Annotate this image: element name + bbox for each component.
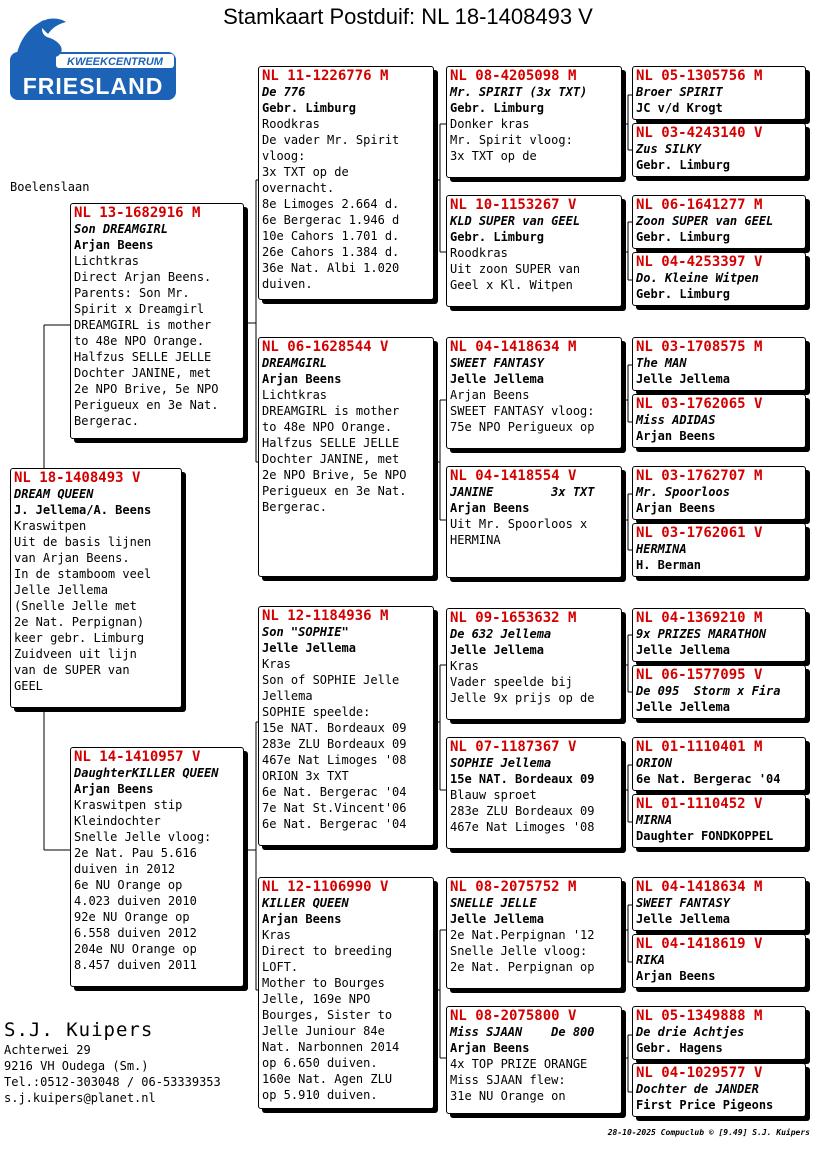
breeder-name: Jelle Jellema	[450, 912, 544, 926]
ring-number: NL 08-2075800 V	[450, 1008, 577, 1024]
pigeon-card-g2[interactable]	[632, 123, 806, 177]
pigeon-card-g1[interactable]	[632, 66, 806, 120]
pigeon-card-fff[interactable]	[446, 66, 622, 178]
info-line: 2e Nat. Perpignan op	[450, 960, 595, 974]
info-line: 6e Bergerac 1.946 d	[262, 213, 400, 227]
pigeon-name: MIRNA	[636, 813, 673, 827]
pigeon-card-mmf[interactable]	[446, 877, 622, 989]
info-line: DREAMGIRL is mother	[74, 318, 212, 332]
ring-number: NL 03-1762061 V	[636, 525, 763, 541]
breeder-name: Arjan Beens	[450, 501, 530, 515]
pigeon-card-g11[interactable]	[632, 737, 806, 791]
ring-number: NL 03-1762707 M	[636, 468, 763, 484]
ring-number: NL 08-2075752 M	[450, 879, 577, 895]
pigeon-card-mff[interactable]	[446, 608, 622, 720]
ring-number: NL 11-1226776 M	[262, 68, 389, 84]
pigeon-card-mmm[interactable]	[446, 1006, 622, 1114]
pigeon-name: ORION	[636, 756, 673, 770]
breeder-name: Jelle Jellema	[450, 643, 544, 657]
breeder-name: JC v/d Krogt	[636, 101, 723, 115]
info-line: 31e NU Orange on	[450, 1089, 566, 1103]
pigeon-name: HERMINA	[636, 542, 687, 556]
logo-top-text: KWEEKCENTRUM	[67, 56, 163, 68]
breeder-name: First Price Pigeons	[636, 1098, 774, 1112]
pigeon-name: Mr. Spoorloos	[636, 485, 730, 499]
info-line: GEEL	[14, 679, 43, 693]
info-line: Kraswitpen	[14, 519, 87, 533]
pigeon-name: DREAMGIRL	[262, 356, 328, 370]
info-line: 283e ZLU Bordeaux 09	[450, 804, 595, 818]
pigeon-card-fmf[interactable]	[446, 337, 622, 449]
pigeon-name: SWEET FANTASY	[636, 896, 730, 910]
info-line: keer gebr. Limburg	[14, 631, 145, 645]
info-line: Son of SOPHIE Jelle	[262, 673, 400, 687]
info-line: Mr. Spirit vloog:	[450, 133, 573, 147]
info-line: Bergerac.	[262, 500, 328, 514]
info-line: Vader speelde bij	[450, 675, 573, 689]
page-title: Stamkaart Postduif: NL 18-1408493 V	[223, 4, 593, 29]
info-line: In de stamboom veel	[14, 567, 152, 581]
info-line: Nat. Narbonnen 2014	[262, 1040, 400, 1054]
breeder-city: 9216 VH Oudega (Sm.)	[4, 1059, 149, 1073]
info-line: Jelle 9x prijs op de	[450, 691, 595, 705]
ring-number: NL 03-1708575 M	[636, 339, 763, 355]
ring-number: NL 03-1762065 V	[636, 396, 763, 412]
info-line: 2e Nat. Pau 5.616	[74, 846, 197, 860]
pigeon-card-g10[interactable]	[632, 665, 806, 719]
pigeon-name: Mr. SPIRIT (3x TXT)	[450, 85, 588, 99]
pigeon-name: SOPHIE Jellema	[450, 756, 552, 770]
breeder-name: Gebr. Limburg	[450, 230, 544, 244]
ring-number: NL 04-1369210 M	[636, 610, 763, 626]
breeder-address: Achterwei 29	[4, 1043, 91, 1057]
info-line: 4x TOP PRIZE ORANGE	[450, 1057, 588, 1071]
breeder-name: Arjan Beens	[636, 429, 716, 443]
pigeon-card-sire-dam[interactable]	[258, 337, 434, 577]
ring-number: NL 04-1418619 V	[636, 936, 763, 952]
breeder-name: Arjan Beens	[262, 372, 342, 386]
pigeon-card-subject[interactable]	[10, 468, 182, 708]
info-line: Parents: Son Mr.	[74, 286, 190, 300]
breeder-name: Jelle Jellema	[450, 372, 544, 386]
info-line: Kras	[262, 657, 291, 671]
breeder-name: Gebr. Limburg	[636, 230, 730, 244]
breeder-name: Gebr. Limburg	[636, 287, 730, 301]
ring-number: NL 10-1153267 V	[450, 197, 577, 213]
info-line: 2e NPO Brive, 5e NPO	[262, 468, 407, 482]
info-line: Dochter JANINE, met	[262, 452, 400, 466]
ring-number: NL 12-1184936 M	[262, 608, 389, 624]
info-line: 36e Nat. Albi 1.020	[262, 261, 400, 275]
pigeon-card-g7[interactable]	[632, 466, 806, 520]
info-line: van Arjan Beens.	[14, 551, 130, 565]
breeder-name: J. Jellema/A. Beens	[14, 503, 152, 517]
info-line: 4.023 duiven 2010	[74, 894, 197, 908]
info-line: duiven in 2012	[74, 862, 176, 876]
ring-number: NL 01-1110452 V	[636, 796, 763, 812]
ring-number: NL 03-4243140 V	[636, 125, 763, 141]
ring-number: NL 13-1682916 M	[74, 205, 201, 221]
pigeon-card-g5[interactable]	[632, 337, 806, 391]
footer-credit: 28-10-2025 Compuclub © [9.49] S.J. Kuipers	[607, 1128, 810, 1137]
info-line: 467e Nat Limoges '08	[450, 820, 595, 834]
info-line: HERMINA	[450, 533, 501, 547]
info-line: SOPHIE speelde:	[262, 705, 371, 719]
info-line: Bergerac.	[74, 414, 140, 428]
pigeon-name: De drie Achtjes	[636, 1025, 745, 1039]
info-line: Kras	[262, 928, 291, 942]
breeder-name: Jelle Jellema	[262, 641, 356, 655]
pigeon-card-g6[interactable]	[632, 394, 806, 448]
ring-number: NL 05-1305756 M	[636, 68, 763, 84]
pigeon-card-mfm[interactable]	[446, 737, 622, 849]
info-line: Jellema	[262, 689, 313, 703]
ring-number: NL 12-1106990 V	[262, 879, 389, 895]
ring-number: NL 04-4253397 V	[636, 254, 763, 270]
info-line: Roodkras	[450, 246, 508, 260]
info-line: Miss SJAAN flew:	[450, 1073, 566, 1087]
ring-number: NL 08-4205098 M	[450, 68, 577, 84]
pigeon-name: Miss ADIDAS	[636, 413, 716, 427]
info-line: Jelle Jellema	[14, 583, 108, 597]
ring-number: NL 04-1418634 M	[450, 339, 577, 355]
info-line: overnacht.	[262, 181, 335, 195]
pigeon-card-sire[interactable]	[70, 203, 244, 439]
breeder-contact-name: S.J. Kuipers	[4, 1019, 154, 1041]
info-line: Uit de basis lijnen	[14, 535, 152, 549]
info-line: Kras	[450, 659, 479, 673]
pigeon-name: KLD SUPER van GEEL	[450, 214, 581, 228]
info-line: 2e Nat.Perpignan '12	[450, 928, 595, 942]
breeder-name: H. Berman	[636, 558, 702, 572]
pigeon-name: Zus SILKY	[636, 142, 702, 156]
ring-number: NL 18-1408493 V	[14, 470, 141, 486]
info-line: Blauw sproet	[450, 788, 537, 802]
info-line: to 48e NPO Orange.	[74, 334, 205, 348]
info-line: 7e Nat St.Vincent'06	[262, 801, 407, 815]
info-line: Halfzus SELLE JELLE	[74, 350, 212, 364]
pigeon-name: Son DREAMGIRL	[74, 222, 168, 236]
info-line: 3x TXT op de	[262, 165, 349, 179]
breeder-name: Gebr. Hagens	[636, 1041, 723, 1055]
info-line: vloog:	[262, 149, 306, 163]
info-line: Snelle Jelle vloog:	[74, 830, 212, 844]
breeder-name: Jelle Jellema	[636, 643, 730, 657]
info-line: 15e NAT. Bordeaux 09	[262, 721, 407, 735]
info-line: ORION 3x TXT	[262, 769, 349, 783]
info-line: op 6.650 duiven.	[262, 1056, 378, 1070]
info-line: Spirit x Dreamgirl	[74, 302, 205, 316]
info-line: Jelle, 169e NPO	[262, 992, 371, 1006]
breeder-contact	[4, 1018, 221, 1106]
info-line: Donker kras	[450, 117, 530, 131]
ring-number: NL 06-1628544 V	[262, 339, 389, 355]
info-line: Perigueux en 3e Nat.	[262, 484, 407, 498]
pigeon-name: DaughterKILLER QUEEN	[74, 766, 219, 780]
info-line: LOFT.	[262, 960, 299, 974]
breeder-name: 15e NAT. Bordeaux 09	[450, 772, 595, 786]
info-line: duiven.	[262, 277, 313, 291]
ring-number: NL 01-1110401 M	[636, 739, 763, 755]
breeder-name: Jelle Jellema	[636, 372, 730, 386]
info-line: op 5.910 duiven.	[262, 1088, 378, 1102]
ring-number: NL 04-1418554 V	[450, 468, 577, 484]
info-line: De vader Mr. Spirit	[262, 133, 400, 147]
info-line: Uit Mr. Spoorloos x	[450, 517, 588, 531]
pigeon-name: SWEET FANTASY	[450, 356, 544, 370]
pigeon-name: Broer SPIRIT	[636, 85, 723, 99]
pigeon-name: De 095 Storm x Fira	[636, 684, 781, 698]
info-line: 8.457 duiven 2011	[74, 958, 197, 972]
info-line: Mother to Bourges	[262, 976, 385, 990]
info-line: 6e NU Orange op	[74, 878, 183, 892]
breeder-name: Arjan Beens	[74, 782, 154, 796]
ring-number: NL 07-1187367 V	[450, 739, 577, 755]
info-line: 6e Nat. Bergerac '04	[262, 785, 407, 799]
info-line: 160e Nat. Agen ZLU	[262, 1072, 393, 1086]
info-line: Perigueux en 3e Nat.	[74, 398, 219, 412]
ring-number: NL 05-1349888 M	[636, 1008, 763, 1024]
pigeon-name: DREAM QUEEN	[14, 487, 94, 501]
info-line: 26e Cahors 1.384 d.	[262, 245, 400, 259]
info-line: Geel x Kl. Witpen	[450, 278, 573, 292]
pigeon-card-sire-sire[interactable]	[258, 66, 434, 300]
info-line: Direct Arjan Beens.	[74, 270, 212, 284]
breeder-name: Arjan Beens	[74, 238, 154, 252]
logo-bottom-text: FRIESLAND	[22, 73, 164, 99]
ring-number: NL 04-1418634 M	[636, 879, 763, 895]
pigeon-card-g15[interactable]	[632, 1006, 806, 1060]
info-line: 283e ZLU Bordeaux 09	[262, 737, 407, 751]
pigeon-card-g9[interactable]	[632, 608, 806, 662]
breeder-name: 6e Nat. Bergerac '04	[636, 772, 781, 786]
pigeon-card-dam-sire[interactable]	[258, 606, 434, 846]
breeder-name: Gebr. Limburg	[262, 101, 356, 115]
info-line: (Snelle Jelle met	[14, 599, 137, 613]
loft-name: Boelenslaan	[10, 180, 90, 194]
info-line: Arjan Beens	[450, 388, 530, 402]
info-line: Bourges, Sister to	[262, 1008, 393, 1022]
pigeon-name: Miss SJAAN De 800	[450, 1025, 595, 1039]
info-line: van de SUPER van	[14, 663, 130, 677]
pigeon-card-dam[interactable]	[70, 747, 244, 987]
breeder-name: Arjan Beens	[636, 969, 716, 983]
breeder-name: Arjan Beens	[262, 912, 342, 926]
ring-number: NL 06-1641277 M	[636, 197, 763, 213]
breeder-name: Arjan Beens	[636, 501, 716, 515]
pigeon-name: KILLER QUEEN	[262, 896, 349, 910]
ring-number: NL 14-1410957 V	[74, 749, 201, 765]
info-line: 10e Cahors 1.701 d.	[262, 229, 400, 243]
info-line: Roodkras	[262, 117, 320, 131]
pigeon-name: RIKA	[636, 953, 665, 967]
info-line: Snelle Jelle vloog:	[450, 944, 588, 958]
info-line: Lichtkras	[262, 388, 328, 402]
info-line: DREAMGIRL is mother	[262, 404, 400, 418]
pigeon-name: Zoon SUPER van GEEL	[636, 214, 774, 228]
info-line: 6e Nat. Bergerac '04	[262, 817, 407, 831]
pigeon-card-fmm[interactable]	[446, 466, 622, 578]
pigeon-card-g8[interactable]	[632, 523, 806, 577]
info-line: Direct to breeding	[262, 944, 393, 958]
breeder-email[interactable]: s.j.kuipers@planet.nl	[4, 1091, 156, 1105]
ring-number: NL 09-1653632 M	[450, 610, 577, 626]
info-line: 6.558 duiven 2012	[74, 926, 197, 940]
info-line: SWEET FANTASY vloog:	[450, 404, 595, 418]
pigeon-card-ffm[interactable]	[446, 195, 622, 307]
info-line: Kleindochter	[74, 814, 161, 828]
info-line: Lichtkras	[74, 254, 140, 268]
pigeon-card-g4[interactable]	[632, 252, 806, 306]
pigeon-card-g12[interactable]	[632, 794, 806, 848]
breeder-name: Arjan Beens	[450, 1041, 530, 1055]
pigeon-card-g3[interactable]	[632, 195, 806, 249]
pigeon-name: De 776	[262, 85, 306, 99]
info-line: Kraswitpen stip	[74, 798, 183, 812]
info-line: 2e Nat. Perpignan)	[14, 615, 145, 629]
info-line: 3x TXT op de	[450, 149, 537, 163]
breeder-name: Jelle Jellema	[636, 700, 730, 714]
breeder-name: Gebr. Limburg	[450, 101, 544, 115]
breeder-phone: Tel.:0512-303048 / 06-53339353	[4, 1075, 221, 1089]
pigeon-name: JANINE 3x TXT	[450, 485, 595, 499]
pigeon-card-dam-dam[interactable]	[258, 877, 434, 1109]
pigeon-name: The MAN	[636, 356, 687, 370]
info-line: Dochter JANINE, met	[74, 366, 212, 380]
info-line: Zuidveen uit lijn	[14, 647, 137, 661]
pigeon-name: 9x PRIZES MARATHON	[636, 627, 767, 641]
info-line: 467e Nat Limoges '08	[262, 753, 407, 767]
info-line: 92e NU Orange op	[74, 910, 190, 924]
breeder-name: Daughter FONDKOPPEL	[636, 829, 774, 843]
info-line: Jelle Juniour 84e	[262, 1024, 385, 1038]
ring-number: NL 04-1029577 V	[636, 1065, 763, 1081]
pigeon-name: De 632 Jellema	[450, 627, 552, 641]
pigeon-name: SNELLE JELLE	[450, 896, 537, 910]
info-line: Uit zoon SUPER van	[450, 262, 581, 276]
pigeon-card-g16[interactable]	[632, 1063, 806, 1117]
pigeon-name: Do. Kleine Witpen	[636, 271, 759, 285]
breeder-name: Jelle Jellema	[636, 912, 730, 926]
pigeon-name: Dochter de JANDER	[636, 1082, 759, 1096]
info-line: 2e NPO Brive, 5e NPO	[74, 382, 219, 396]
ring-number: NL 06-1577095 V	[636, 667, 763, 683]
info-line: 8e Limoges 2.664 d.	[262, 197, 400, 211]
pigeon-card-g13[interactable]	[632, 877, 806, 931]
pigeon-name: Son "SOPHIE"	[262, 625, 349, 639]
breeder-name: Gebr. Limburg	[636, 158, 730, 172]
info-line: to 48e NPO Orange.	[262, 420, 393, 434]
pigeon-card-g14[interactable]	[632, 934, 806, 988]
info-line: 204e NU Orange op	[74, 942, 197, 956]
info-line: 75e NPO Perigueux op	[450, 420, 595, 434]
info-line: Halfzus SELLE JELLE	[262, 436, 400, 450]
